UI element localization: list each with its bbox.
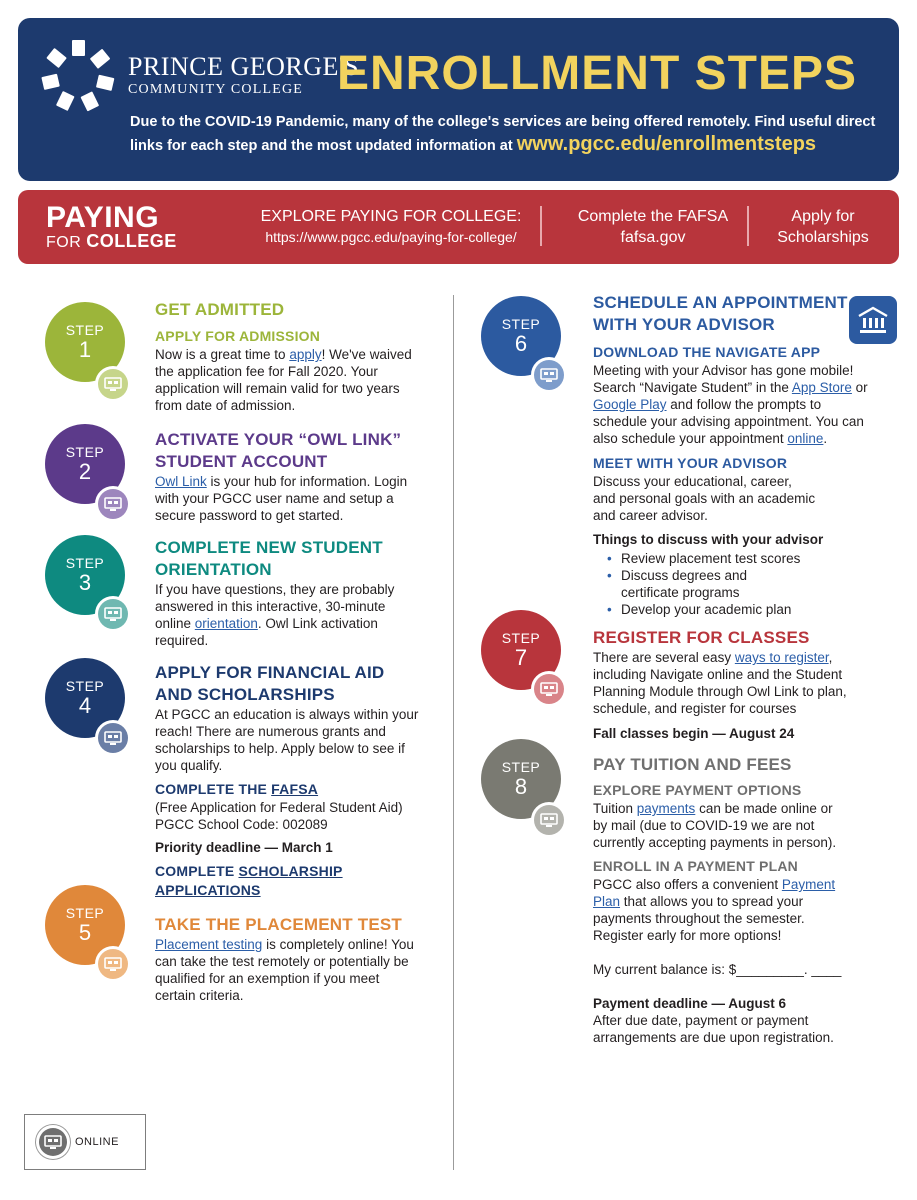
step-8-title: PAY TUITION AND FEES [593, 755, 792, 774]
payment-options-body: Tuition payments can be made online or by mail (due to COVID-19 we are not currently accepting payments in person). [593, 801, 837, 850]
payment-plan-link[interactable]: Payment Plan [593, 877, 836, 909]
paying-brand-line1: PAYING [46, 201, 160, 234]
step-4-title-line1: APPLY FOR FINANCIAL AID [155, 663, 385, 682]
step-6-title-line1: SCHEDULE AN APPOINTMENT [593, 293, 848, 312]
online-monitor-icon [95, 946, 131, 982]
online-monitor-icon [36, 1125, 70, 1159]
explore-paying-label: EXPLORE PAYING FOR COLLEGE: [260, 208, 522, 225]
app-store-link[interactable]: App Store [791, 380, 852, 395]
covid-notice [130, 111, 890, 157]
paying-for-college-logo [46, 201, 177, 252]
step-3-title-line1: COMPLETE NEW STUDENT [155, 538, 383, 557]
scholarships-line1: Apply for [791, 208, 855, 225]
step-3-body: If you have questions, they are probably answered in this interactive, 30-minute online orientation. Owl Link activation required. [155, 582, 395, 648]
things-to-discuss-heading: Things to discuss with your advisor [593, 532, 824, 547]
step-6-content [593, 292, 868, 618]
apply-link[interactable]: apply [289, 347, 322, 362]
step-3-title-line2: ORIENTATION [155, 560, 272, 579]
explore-paying-cell [246, 206, 536, 248]
placement-testing-link[interactable]: Placement testing [155, 937, 263, 952]
payments-link[interactable]: payments [636, 801, 696, 816]
step-number: 7 [514, 645, 528, 670]
step-7-title: REGISTER FOR CLASSES [593, 628, 810, 647]
payment-plan-subhead: ENROLL IN A PAYMENT PLAN [593, 858, 798, 874]
scholarship-heading: COMPLETE SCHOLARSHIP APPLICATIONS [155, 863, 343, 898]
meet-advisor-subhead: MEET WITH YOUR ADVISOR [593, 455, 788, 471]
discussion-list [593, 550, 868, 618]
step-5-title: TAKE THE PLACEMENT TEST [155, 915, 403, 934]
payment-deadline-note: After due date, payment or payment arrangements are due upon registration. [593, 1013, 834, 1045]
step-4-content [155, 662, 420, 900]
online-monitor-icon [95, 720, 131, 756]
owl-link-link[interactable]: Owl Link [155, 474, 207, 489]
payment-deadline: Payment deadline — August 6 [593, 996, 787, 1011]
paying-brand-college: COLLEGE [86, 231, 177, 251]
fafsa-link[interactable]: FAFSA [271, 781, 319, 797]
ways-to-register-link[interactable]: ways to register [734, 650, 829, 665]
step-word: STEP [65, 905, 105, 921]
paying-divider [540, 206, 542, 246]
meet-advisor-body: Discuss your educational, career, and personal goals with an academic and career advisor. [593, 474, 816, 523]
paying-for-college-band [18, 190, 899, 264]
scholarship-applications-link[interactable]: APPLICATIONS [155, 882, 261, 898]
online-monitor-icon [95, 596, 131, 632]
step-2-title-line2: STUDENT ACCOUNT [155, 452, 328, 471]
header-banner [18, 18, 899, 181]
scholarship-applications-link[interactable]: SCHOLARSHIP [238, 863, 343, 879]
online-monitor-icon [531, 357, 567, 393]
step-number: 6 [514, 331, 528, 356]
google-play-link[interactable]: Google Play [593, 397, 667, 412]
step-number: 2 [78, 459, 92, 484]
college-name-line1: PRINCE GEORGE'S [128, 52, 360, 81]
column-divider [453, 295, 454, 1170]
step-word: STEP [501, 630, 541, 646]
online-monitor-icon [95, 366, 131, 402]
fafsa-description: (Free Application for Federal Student Aid) [155, 800, 403, 815]
step-1-content [155, 299, 420, 414]
payment-options-subhead: EXPLORE PAYMENT OPTIONS [593, 782, 802, 798]
step-2-content [155, 429, 420, 524]
college-logo-icon [40, 38, 116, 114]
step-4-title-line2: AND SCHOLARSHIPS [155, 685, 335, 704]
paying-brand-line2 [46, 232, 177, 252]
step-word: STEP [501, 759, 541, 775]
step-number: 3 [78, 570, 92, 595]
step-6-title-line2: WITH YOUR ADVISOR [593, 315, 775, 334]
step-word: STEP [65, 555, 105, 571]
list-item: • Develop your academic plan [593, 601, 868, 618]
step-number: 8 [514, 774, 528, 799]
covid-notice-text: Due to the COVID-19 Pandemic, many of the college's services are being offered remotely. Find useful direct links for each step and the most updated information at [130, 114, 876, 154]
step-number: 5 [78, 920, 92, 945]
step-8-content [593, 754, 848, 1046]
online-legend [24, 1114, 146, 1170]
step-2-title-line1: ACTIVATE YOUR “OWL LINK” [155, 430, 402, 449]
scholarships-line2: Scholarships [777, 229, 869, 246]
classes-begin-date: Fall classes begin — August 24 [593, 726, 795, 741]
step-5-content [155, 914, 420, 1004]
current-balance-line: My current balance is: $_________. ____ [593, 962, 842, 977]
step-word: STEP [65, 678, 105, 694]
schedule-online-link[interactable]: online [787, 431, 824, 446]
fafsa-cell [558, 206, 748, 248]
step-4-body: At PGCC an education is always within your reach! There are numerous grants and scholarships to help. Apply below to see if you qualify. [155, 707, 419, 773]
fafsa-label: Complete the FAFSA [577, 208, 729, 225]
step-word: STEP [65, 444, 105, 460]
college-name [128, 54, 359, 98]
paying-brand-for: FOR [46, 234, 82, 251]
step-word: STEP [65, 322, 105, 338]
enrollment-steps-url[interactable]: www.pgcc.edu/enrollmentsteps [516, 133, 817, 155]
legend-label: ONLINE [75, 1136, 119, 1148]
online-monitor-icon [531, 802, 567, 838]
step-number: 1 [78, 337, 92, 362]
navigate-app-subhead: DOWNLOAD THE NAVIGATE APP [593, 344, 821, 360]
step-5-body: Placement testing is completely online! You can take the test remotely or potentially be qualified for an exemption if you meet certain criteria. [155, 937, 414, 1003]
scholarships-cell[interactable] [763, 206, 883, 248]
step-1-subhead: APPLY FOR ADMISSION [155, 328, 321, 344]
page-title: ENROLLMENT STEPS [336, 47, 857, 100]
step-word: STEP [501, 316, 541, 332]
step-2-body: Owl Link is your hub for information. Login with your PGCC user name and setup a secure password to get started. [155, 474, 408, 523]
step-1-title: GET ADMITTED [155, 300, 285, 319]
payment-plan-body: PGCC also offers a convenient Payment Plan that allows you to spread your payments throughout the semester. Register early for more options! [593, 877, 836, 943]
list-item: • Review placement test scores [593, 550, 868, 567]
step-1-body: Now is a great time to apply! We've waived the application fee for Fall 2020. Your application will remain valid for two years from date of admission. [155, 347, 412, 413]
fafsa-url[interactable]: fafsa.gov [620, 229, 686, 246]
step-3-content [155, 537, 420, 649]
priority-deadline: Priority deadline — March 1 [155, 840, 333, 855]
step-7-body: There are several easy ways to register, including Navigate online and the Student Planning Module through Owl Link to plan, schedule, and register for courses [593, 650, 847, 716]
list-item: • Discuss degrees and certificate programs [593, 567, 758, 601]
online-monitor-icon [95, 486, 131, 522]
navigate-app-body: Meeting with your Advisor has gone mobile! Search “Navigate Student” in the App Store or Google Play and follow the prompts to schedule your advising appointment. You can also schedule your appointment online. [593, 363, 868, 446]
college-name-line2: COMMUNITY COLLEGE [128, 82, 304, 97]
step-number: 4 [78, 693, 92, 718]
fafsa-heading: COMPLETE THE FAFSA [155, 781, 319, 797]
online-monitor-icon [531, 671, 567, 707]
explore-paying-url[interactable]: https://www.pgcc.edu/paying-for-college/ [265, 229, 517, 245]
orientation-link[interactable]: orientation [194, 616, 258, 631]
step-7-content [593, 627, 863, 742]
school-code: PGCC School Code: 002089 [155, 817, 328, 832]
paying-divider [747, 206, 749, 246]
